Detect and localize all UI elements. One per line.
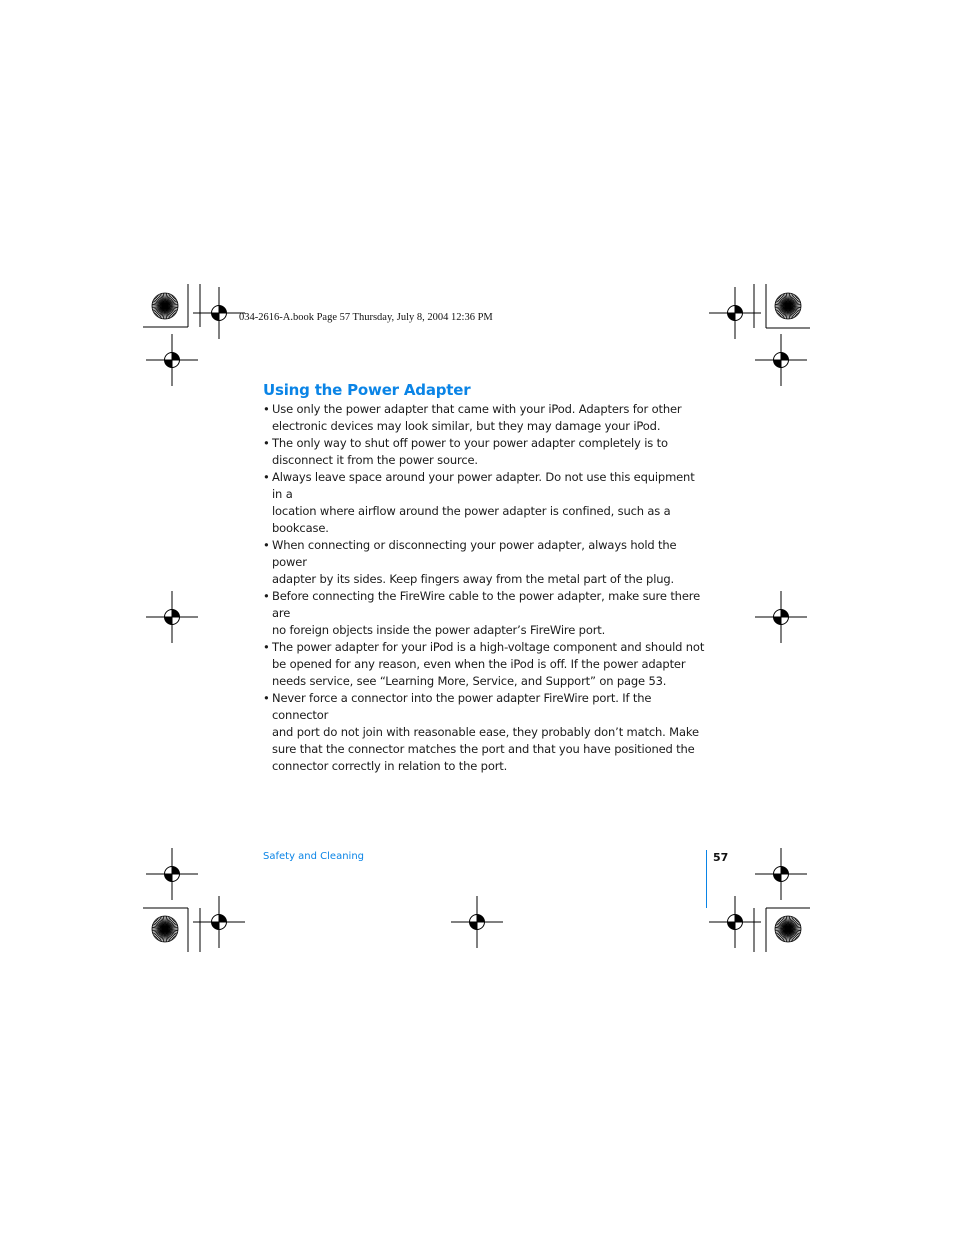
section-heading: Using the Power Adapter: [263, 381, 471, 399]
bullet-line: Use only the power adapter that came with your iPod. Adapters for other: [272, 402, 682, 416]
bullet-line: needs service, see “Learning More, Service, and Support” on page 53.: [272, 674, 667, 688]
footer-section-title: Safety and Cleaning: [263, 851, 365, 862]
safety-bullet-list: [263, 401, 708, 775]
bullet-line: adapter by its sides. Keep fingers away from the metal part of the plug.: [272, 572, 675, 586]
list-item: [263, 588, 708, 639]
page-number: 57: [713, 851, 729, 864]
bullet-line: be opened for any reason, even when the iPod is off. If the power adapter: [272, 657, 686, 671]
bullet-marker: •: [263, 402, 270, 416]
bullet-line: sure that the connector matches the port and that you have positioned the: [272, 742, 695, 756]
list-item: [263, 435, 708, 469]
bullet-line: Before connecting the FireWire cable to the power adapter, make sure there are: [272, 589, 700, 620]
list-item: [263, 401, 708, 435]
bullet-line: Always leave space around your power adapter. Do not use this equipment in a: [272, 470, 695, 501]
bullet-marker: •: [263, 436, 270, 450]
bullet-marker: •: [263, 640, 270, 654]
bullet-marker: •: [263, 691, 270, 705]
bullet-marker: •: [263, 538, 270, 552]
list-item: [263, 537, 708, 588]
bullet-line: Never force a connector into the power adapter FireWire port. If the connector: [272, 691, 652, 722]
bullet-line: and port do not join with reasonable ease, they probably don’t match. Make: [272, 725, 699, 739]
list-item: [263, 639, 708, 690]
bullet-line: The power adapter for your iPod is a high-voltage component and should not: [272, 640, 705, 654]
bullet-line: disconnect it from the power source.: [272, 453, 478, 467]
list-item: [263, 469, 708, 537]
slug-line: 034-2616-A.book Page 57 Thursday, July 8, 2004 12:36 PM: [239, 312, 493, 323]
bullet-line: bookcase.: [272, 521, 329, 535]
bullet-line: When connecting or disconnecting your power adapter, always hold the power: [272, 538, 677, 569]
footer-divider: [706, 850, 707, 908]
bullet-marker: •: [263, 470, 270, 484]
bullet-line: no foreign objects inside the power adapter’s FireWire port.: [272, 623, 606, 637]
list-item: [263, 690, 708, 775]
bullet-line: connector correctly in relation to the port.: [272, 759, 508, 773]
bullet-line: location where airflow around the power adapter is confined, such as a: [272, 504, 671, 518]
bullet-marker: •: [263, 589, 270, 603]
bullet-line: The only way to shut off power to your power adapter completely is to: [272, 436, 668, 450]
bullet-line: electronic devices may look similar, but they may damage your iPod.: [272, 419, 661, 433]
